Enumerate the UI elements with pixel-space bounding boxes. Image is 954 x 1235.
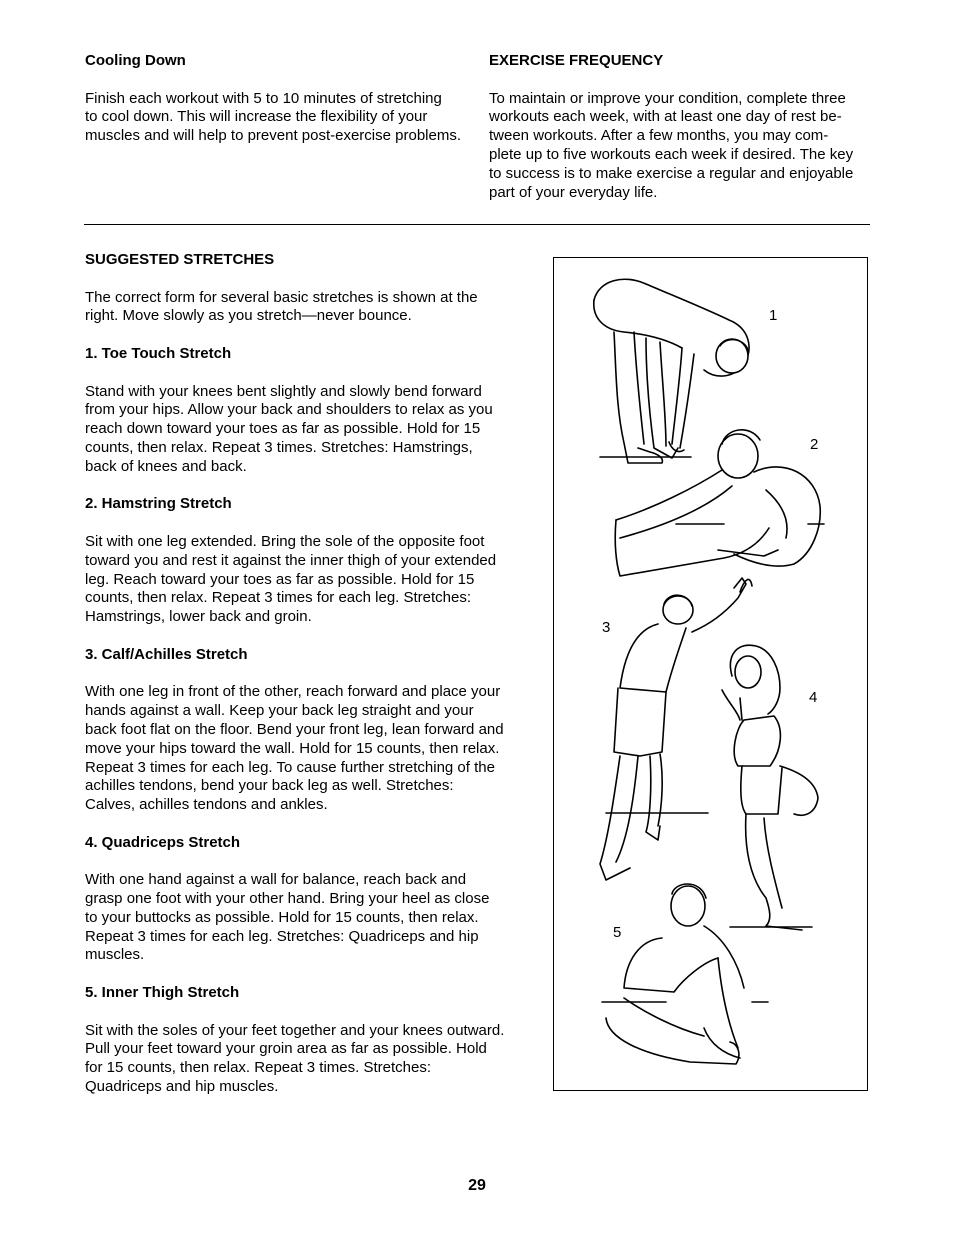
stretch-1-title: 1. Toe Touch Stretch [85,344,232,362]
hamstring-stretch-figure [615,430,824,576]
quadriceps-stretch-figure [722,645,818,930]
exercise-frequency-body: To maintain or improve your condition, complete three workouts each week, with at least one day of rest be- tween workouts. After a few months, you may com- plete up to five workouts each week if desired. The key to success is to make exercise a regular and enjoyable part of your everyday life. [489,89,854,201]
cooling-down-section [85,52,475,146]
cooling-down-body: Finish each workout with 5 to 10 minutes of stretching to cool down. This will increase the flexibility of your muscles and will help to prevent post-exercise problems. [85,89,462,145]
stretch-5-body: Sit with the soles of your feet together and your knees outward. Pull your feet toward your groin area as far as possible. Hold for 15 counts, then relax. Repeat 3 times. Stretches: Quadriceps and hip muscles. [85,1021,505,1096]
stretch-2-body: Sit with one leg extended. Bring the sole of the opposite foot toward you and rest it against the inner thigh of your extended leg. Reach toward your toes as far as possible. Hold for 15 counts, then relax. Repeat 3 times for each leg. Stretches: Hamstrings, lower back and groin. [85,532,497,626]
page-number: 29 [468,1177,486,1194]
cooling-down-heading: Cooling Down [85,52,186,69]
figure-label-5: 5 [613,924,622,941]
stretch-5-title: 5. Inner Thigh Stretch [85,984,240,1002]
exercise-frequency-section [489,52,874,202]
figure-label-1: 1 [769,307,778,324]
suggested-stretches-intro: The correct form for several basic stretches is shown at the right. Move slowly as you stretch—never bounce. [85,288,478,325]
suggested-stretches-section [85,251,530,1097]
section-divider [84,224,870,225]
toe-touch-figure [594,279,749,463]
stretch-illustrations [554,258,869,1092]
stretch-3-body: With one leg in front of the other, reach forward and place your hands against a wall. Keep your back leg straight and your back foot flat on the floor. Bend your front leg, lean forward and move your hips toward the wall. Hold for 15 counts, then relax. Repeat 3 times for each leg. To cause further stretching of the achilles tendons, bend your back leg as well. Stretches: Calves, achilles tendons and ankles. [85,683,504,814]
figure-label-3: 3 [602,619,611,636]
inner-thigh-stretch-figure [602,884,768,1064]
figure-label-4: 4 [809,689,818,706]
stretch-3-title: 3. Calf/Achilles Stretch [85,645,248,663]
stretch-4-body: With one hand against a wall for balance, reach back and grasp one foot with your other hand. Bring your heel as close to your buttocks as possible. Hold for 15 counts, then relax. Repeat 3 times for each leg. Stretches: Quadriceps and hip muscles. [85,871,490,964]
stretch-1-body: Stand with your knees bent slightly and slowly bend forward from your hips. Allow your back and shoulders to relax as you reach down toward your toes as far as possible. Hold for 15 counts, then relax. Repeat 3 times. Stretches: Hamstrings, back of knees and back. [85,382,493,475]
calf-achilles-stretch-figure [600,578,752,880]
stretch-2-title: 2. Hamstring Stretch [85,495,232,513]
exercise-frequency-heading: EXERCISE FREQUENCY [489,52,664,69]
suggested-stretches-heading: SUGGESTED STRETCHES [85,251,275,268]
stretch-4-title: 4. Quadriceps Stretch [85,833,241,851]
stretch-illustrations-box [553,257,868,1091]
figure-label-2: 2 [810,436,819,453]
